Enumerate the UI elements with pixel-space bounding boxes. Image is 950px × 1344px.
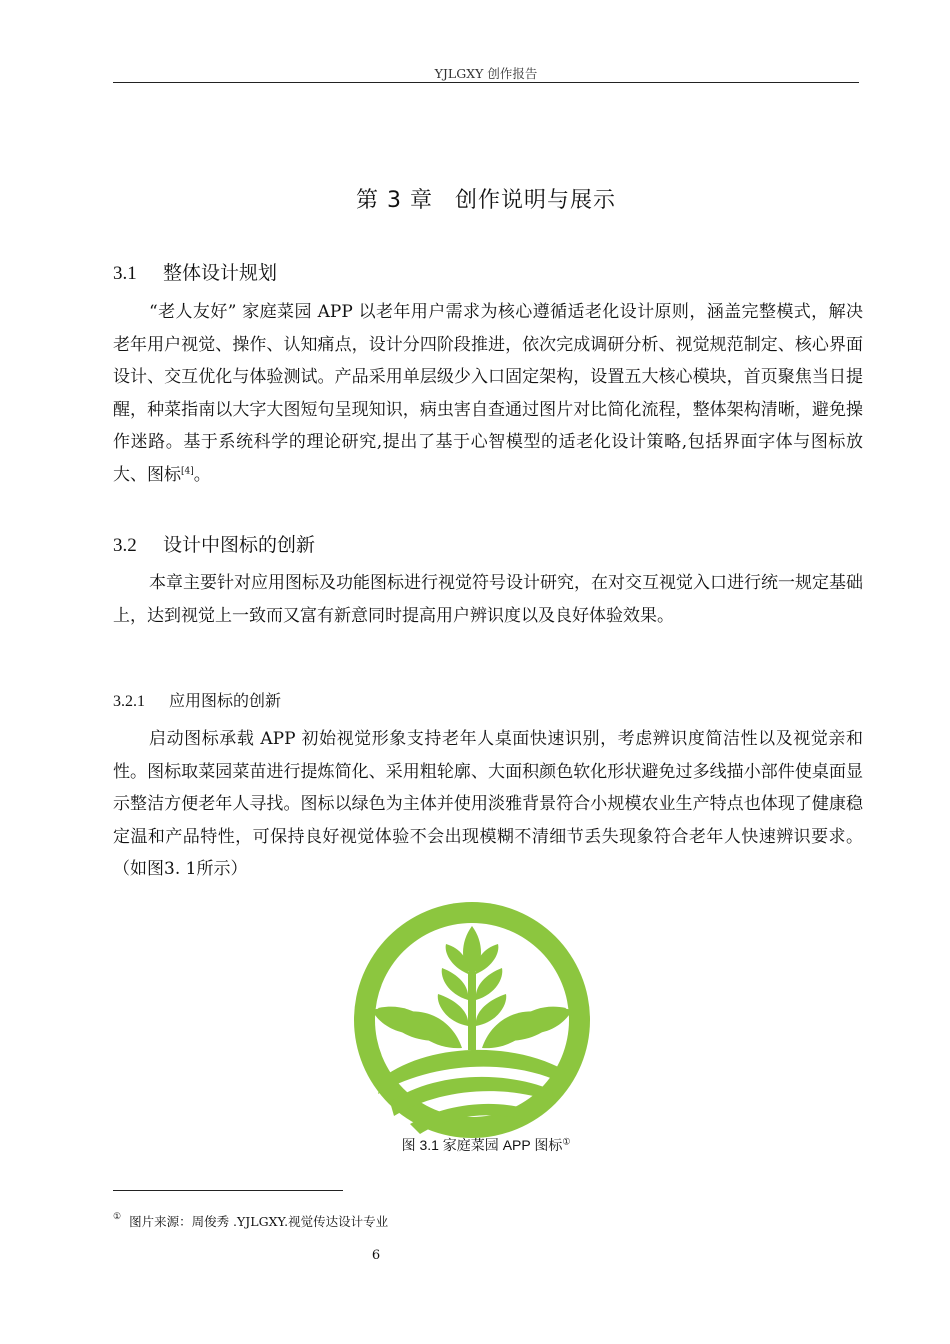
chapter-name: 创作说明与展示: [454, 188, 616, 213]
caption-footnote-mark: ①: [562, 1136, 571, 1147]
section-title: 整体设计规划: [163, 262, 278, 284]
section-3-2-1-heading: [113, 688, 281, 711]
paragraph-ending: 。: [193, 464, 211, 485]
paragraph-text: 启动图标承载 APP 初始视觉形象支持老年人桌面快速识别，考虑辨识度简洁性以及视觉亲和性。图标取菜园菜苗进行提炼简化、采用粗轮廓、大面积颜色软化形状避免过多线描小部件使桌面显示整洁方便老年人寻找。图标以绿色为主体并使用淡雅背景符合小规模农业生产特点也体现了健康稳定温和产品特性，可保持良好视觉体验不会出现模糊不清细节丢失现象符合老年人快速辨识要求。（如图3. 1所示）: [113, 729, 863, 879]
figure-caption: [113, 1135, 859, 1155]
section-title: 应用图标的创新: [169, 691, 282, 710]
citation: [4]: [181, 465, 194, 476]
footnote-text: 图片来源：周俊秀 .YJLGXY.视觉传达设计专业: [129, 1214, 389, 1229]
paragraph-text: “老人友好” 家庭菜园 APP 以老年用户需求为核心遵循适老化设计原则，涵盖完整模式，解决老年用户视觉、操作、认知痛点，设计分四阶段推进，依次完成调研分析、视觉规范制定、核心界面设计、交互优化与体验测试。产品采用单层级少入口固定架构，设置五大核心模块，首页聚焦当日提醒，种菜指南以大字大图短句呈现知识，病虫害自查通过图片对比简化流程，整体架构清晰，避免操作迷路。基于系统科学的理论研究,提出了基于心智模型的适老化设计策略,包括界面字体与图标放大、图标: [113, 302, 863, 485]
chapter-title: [113, 183, 859, 214]
header-rule: [113, 82, 859, 83]
section-title: 设计中图标的创新: [163, 534, 316, 556]
section-3-1-paragraph: [113, 296, 863, 491]
section-3-2-1-paragraph: [113, 723, 863, 886]
footnote-rule: [113, 1190, 343, 1191]
section-3-2-paragraph: [113, 567, 863, 632]
paragraph-text: 本章主要针对应用图标及功能图标进行视觉符号设计研究，在对交互视觉入口进行统一规定基础上，达到视觉上一致而又富有新意同时提高用户辨识度以及良好体验效果。: [113, 573, 863, 626]
page-number: 6: [371, 1248, 381, 1263]
section-number: 3.1: [113, 263, 137, 284]
footnote: [113, 1212, 388, 1230]
section-number: 3.2: [113, 535, 137, 556]
page-header: YJLGXY 创作报告: [434, 66, 538, 81]
section-3-1-heading: [113, 258, 277, 285]
chapter-number: 第 3 章: [356, 188, 433, 213]
footnote-mark: ①: [113, 1212, 122, 1222]
section-3-2-heading: [113, 530, 315, 557]
section-number: 3.2.1: [113, 693, 145, 710]
app-icon-figure: [354, 902, 590, 1138]
stem: [468, 972, 476, 1050]
caption-text: 图 3.1 家庭菜园 APP 图标: [401, 1137, 563, 1153]
